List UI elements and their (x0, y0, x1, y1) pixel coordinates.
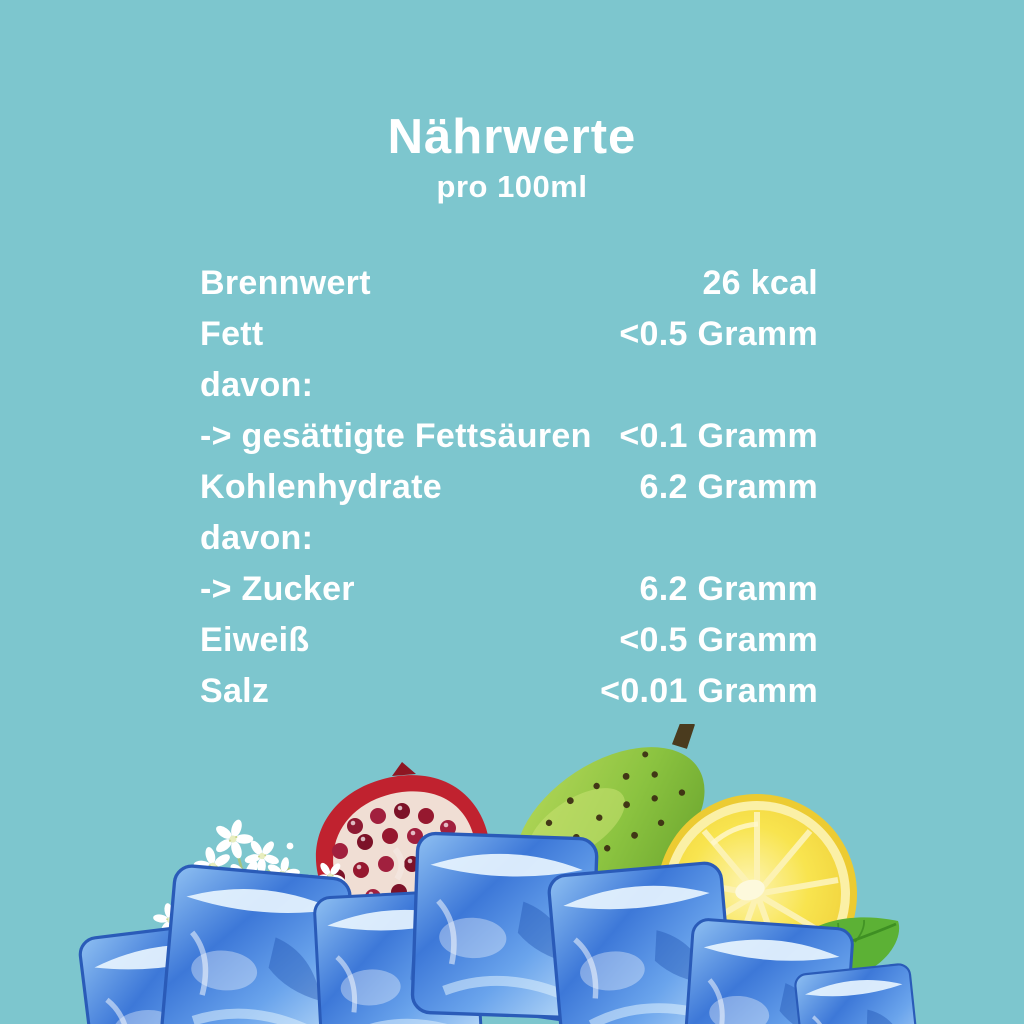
table-row (200, 411, 818, 462)
nutrient-label: Fett (200, 315, 264, 353)
nutrient-value: <0.5 Gramm (619, 315, 818, 353)
nutrient-value: 26 kcal (702, 264, 818, 302)
nutrient-label: -> gesättigte Fettsäuren (200, 417, 592, 455)
nutrient-label: Brennwert (200, 264, 371, 302)
table-row (200, 513, 818, 564)
nutrient-value: <0.1 Gramm (619, 417, 818, 455)
nutrient-label: -> Zucker (200, 570, 355, 608)
nutrient-label: davon: (200, 366, 314, 404)
table-row (200, 564, 818, 615)
nutrient-label: davon: (200, 519, 314, 557)
table-row (200, 666, 818, 717)
nutrient-value: 6.2 Gramm (639, 570, 818, 608)
fruit-ice-decoration (0, 724, 1024, 1024)
table-row (200, 360, 818, 411)
nutrient-label: Kohlenhydrate (200, 468, 442, 506)
nutrient-value: <0.5 Gramm (619, 621, 818, 659)
table-row (200, 615, 818, 666)
nutrient-label: Eiweiß (200, 621, 310, 659)
table-row (200, 462, 818, 513)
nutrient-label: Salz (200, 672, 270, 710)
panel-header (0, 112, 1024, 205)
nutrient-value: 6.2 Gramm (639, 468, 818, 506)
nutrition-table (200, 258, 818, 717)
page-title: Nährwerte (387, 110, 637, 164)
table-row (200, 309, 818, 360)
nutrient-value: <0.01 Gramm (600, 672, 818, 710)
table-row (200, 258, 818, 309)
page-subtitle: pro 100ml (436, 169, 588, 205)
